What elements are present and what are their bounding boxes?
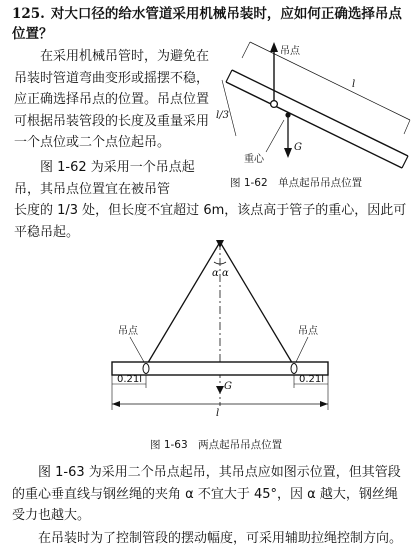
caption-figure-1-62: 图 1-62 单点起吊吊点位置 — [230, 177, 363, 189]
arrow-down-icon — [284, 148, 292, 158]
paragraph-single-lift-continued: 长度的 1/3 处，但长度不宜超过 6m，该点高于管子的重心，因此可平稳吊起。 — [14, 203, 407, 240]
arrow-up-icon — [270, 42, 278, 52]
lift-point-left-marker — [143, 364, 149, 374]
figure-single-lift-point — [214, 40, 414, 182]
label-right-dim: 0.21l — [299, 374, 325, 385]
lift-point-marker — [271, 101, 278, 108]
label-lift-right: 吊点 — [298, 326, 318, 337]
dimension-l — [242, 42, 410, 134]
label-l: l — [352, 79, 356, 90]
question-number: 125. — [12, 6, 45, 22]
question-title — [12, 4, 412, 44]
paragraph-two-lift: 图 1-63 为采用二个吊点起吊，其吊点应如图示位置，但其管段的重心垂直线与钢丝绳的夹角 α 不宜大于 45°，因 α 越大，钢丝绳受力也越大。 — [12, 465, 401, 523]
label-l-third: l/3 — [216, 110, 229, 121]
label-l: l — [216, 408, 220, 418]
label-left-dim: 0.21l — [117, 374, 143, 385]
arrow-down-icon — [216, 386, 224, 394]
paragraph-single-lift-start: 图 1-62 为采用一个吊点起吊，其吊点位置宜在被吊管 — [14, 160, 195, 197]
label-center: 重心 — [244, 154, 264, 165]
question-text: 对大口径的给水管道采用机械吊装时，应如何正确选择吊点位置？ — [12, 6, 402, 42]
caption-figure-1-63: 图 1-63 两点起吊吊点位置 — [150, 439, 283, 451]
label-lift-point: 吊点 — [280, 46, 300, 57]
label-alpha-right: α — [222, 268, 229, 279]
figure-two-lift-points — [90, 238, 350, 418]
dimension-l — [112, 401, 328, 407]
paragraph-intro: 在采用机械吊管时，为避免在吊装时管道弯曲变形或摇摆不稳，应正确选择吊点的位置。吊点位置可根据吊装管段的长度及重量采用一个点位或二个点位起吊。 — [14, 49, 210, 150]
label-alpha-left: α — [212, 268, 219, 279]
lift-point-right-marker — [291, 364, 297, 374]
label-G: G — [294, 142, 302, 153]
paragraph-guide-rope: 在吊装时为了控制管段的摆动幅度，可采用辅助拉绳控制方向。 — [38, 531, 403, 546]
label-G: G — [224, 381, 232, 392]
label-lift-left: 吊点 — [118, 326, 138, 337]
